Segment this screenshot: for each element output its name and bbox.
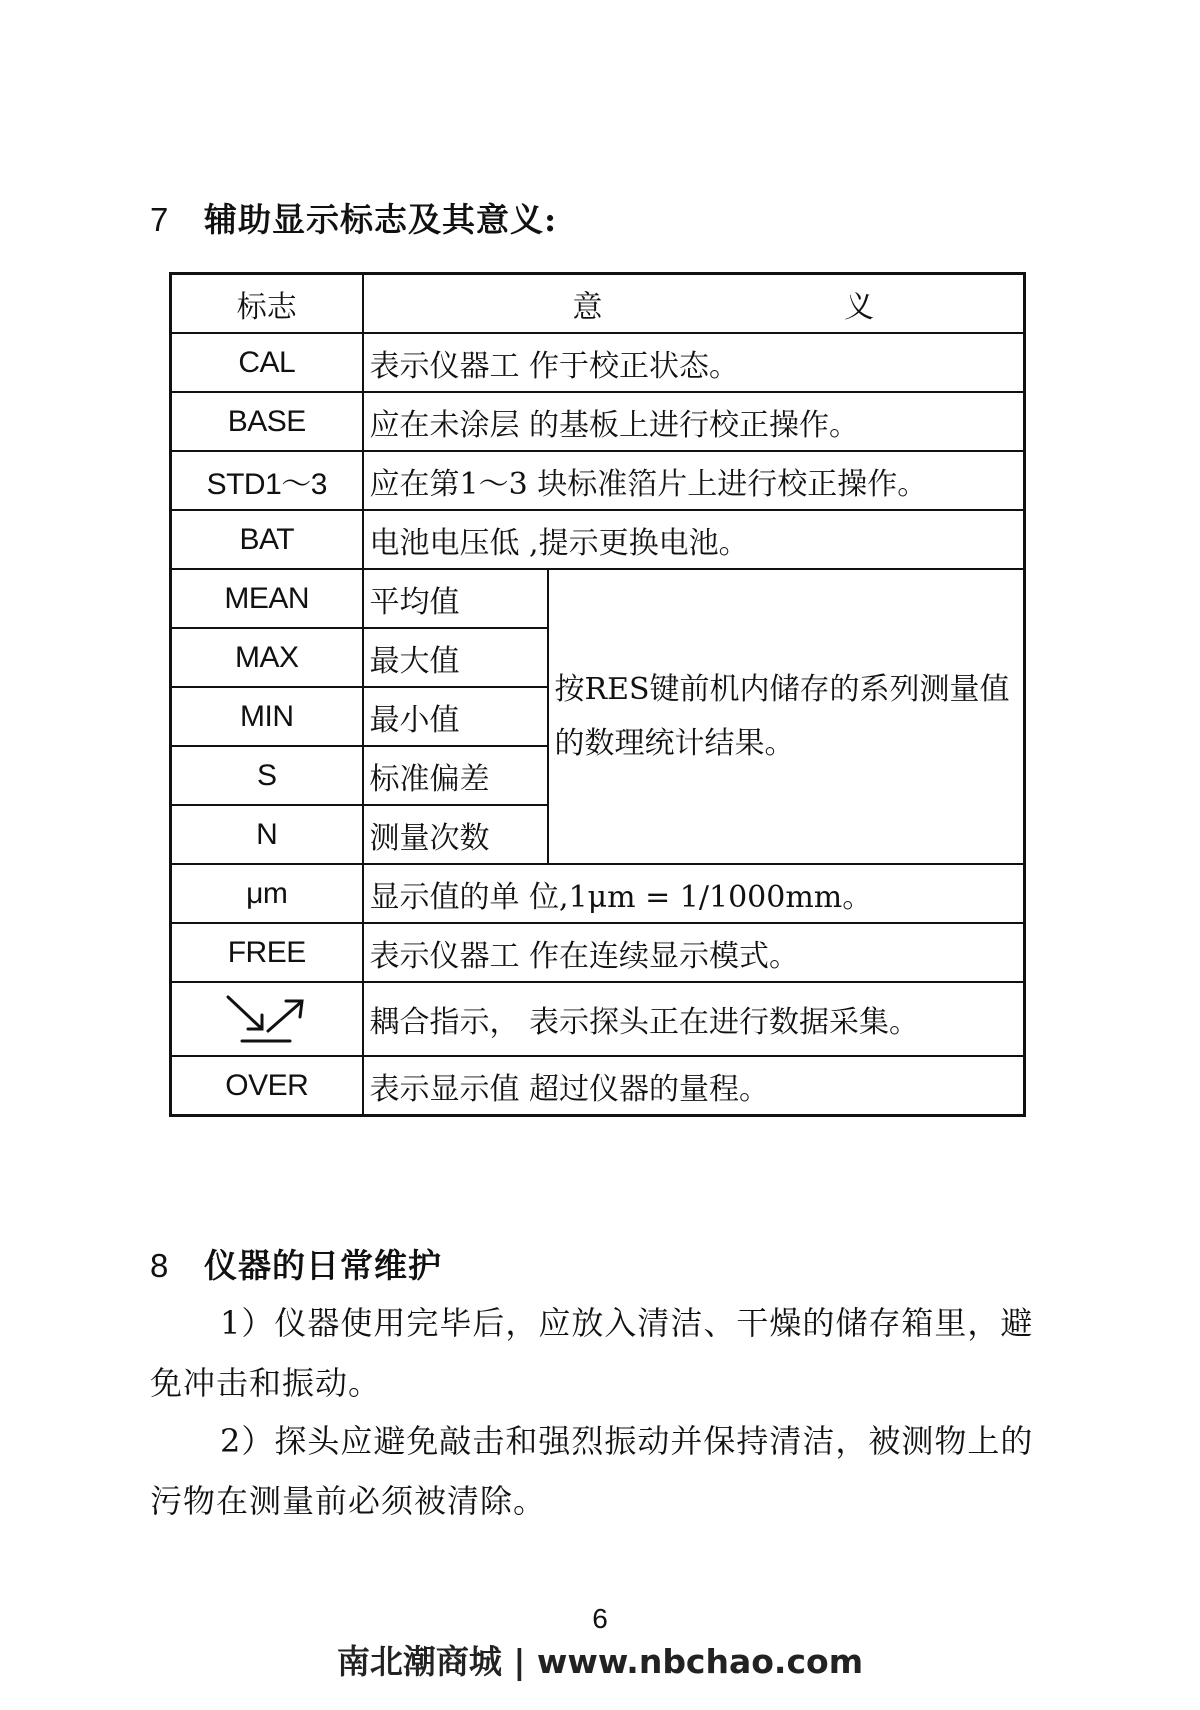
mark-cell [171,982,363,1056]
table-row [171,510,1025,569]
meaning-cell: 表示显示值 超过仪器的量程。 [363,1056,1025,1116]
header-mark: 标志 [171,274,363,334]
meaning-cell: 应在第1～3 块标准箔片上进行校正操作。 [363,451,1025,510]
footer-watermark: 南北潮商城 | www.nbchao.com [336,1642,864,1681]
header-meaning [363,274,1025,334]
meaning-cell: 应在未涂层 的基板上进行校正操作。 [363,392,1025,451]
section-title: 仪器的日常维护 [204,1246,442,1285]
mark-cell: BAT [171,510,363,569]
section-7-heading [150,194,557,241]
table-row [171,392,1025,451]
meaning-cell: 电池电压低 ,提示更换电池。 [363,510,1025,569]
mark-cell: OVER [171,1056,363,1116]
table-row [171,569,1025,628]
mark-cell: CAL [171,333,363,392]
table-header-row [171,274,1025,334]
paragraph-text: 1）仪器使用完毕后，应放入清洁、干燥的储存箱里，避免冲击和振动。 [150,1304,1034,1402]
mark-cell: MAX [171,628,363,687]
paragraph-text: 2）探头应避免敲击和强烈振动并保持清洁，被测物上的污物在测量前必须被清除。 [150,1422,1034,1520]
stats-meaning-cell: 按RES键前机内储存的系列测量值的数理统计结果。 [548,569,1025,864]
mark-cell: MEAN [171,569,363,628]
stat-label-cell: 平均值 [363,569,548,628]
page-number: 6 [592,1603,608,1634]
mark-cell: μm [171,864,363,923]
mark-cell: MIN [171,687,363,746]
meaning-cell: 表示仪器工 作于校正状态。 [363,333,1025,392]
display-marks-table [169,272,1026,1117]
stat-label-cell: 标准偏差 [363,746,548,805]
table-row [171,923,1025,982]
header-meaning-left: 意 [572,289,603,325]
mark-cell: N [171,805,363,864]
section-title: 辅助显示标志及其意义: [204,200,558,239]
section-number: 8 [150,1247,170,1284]
table-row [171,982,1025,1056]
mark-cell: FREE [171,923,363,982]
paragraph [150,1293,1050,1413]
mark-cell: BASE [171,392,363,451]
header-meaning-right: 义 [844,289,875,325]
coupling-indicator-icon [224,993,310,1045]
meaning-cell: 显示值的单 位,1μm = 1/1000mm。 [363,864,1025,923]
section-number: 7 [150,201,170,238]
stat-label-cell: 最大值 [363,628,548,687]
section-8-heading [150,1240,442,1287]
stat-label-cell: 最小值 [363,687,548,746]
table-row [171,451,1025,510]
meaning-cell: 耦合指示， 表示探头正在进行数据采集。 [363,982,1025,1056]
meaning-cell: 表示仪器工 作在连续显示模式。 [363,923,1025,982]
mark-cell: STD1～3 [171,451,363,510]
table-row [171,864,1025,923]
paragraph [150,1411,1050,1531]
table-row [171,1056,1025,1116]
stat-label-cell: 测量次数 [363,805,548,864]
mark-cell: S [171,746,363,805]
table-row [171,333,1025,392]
